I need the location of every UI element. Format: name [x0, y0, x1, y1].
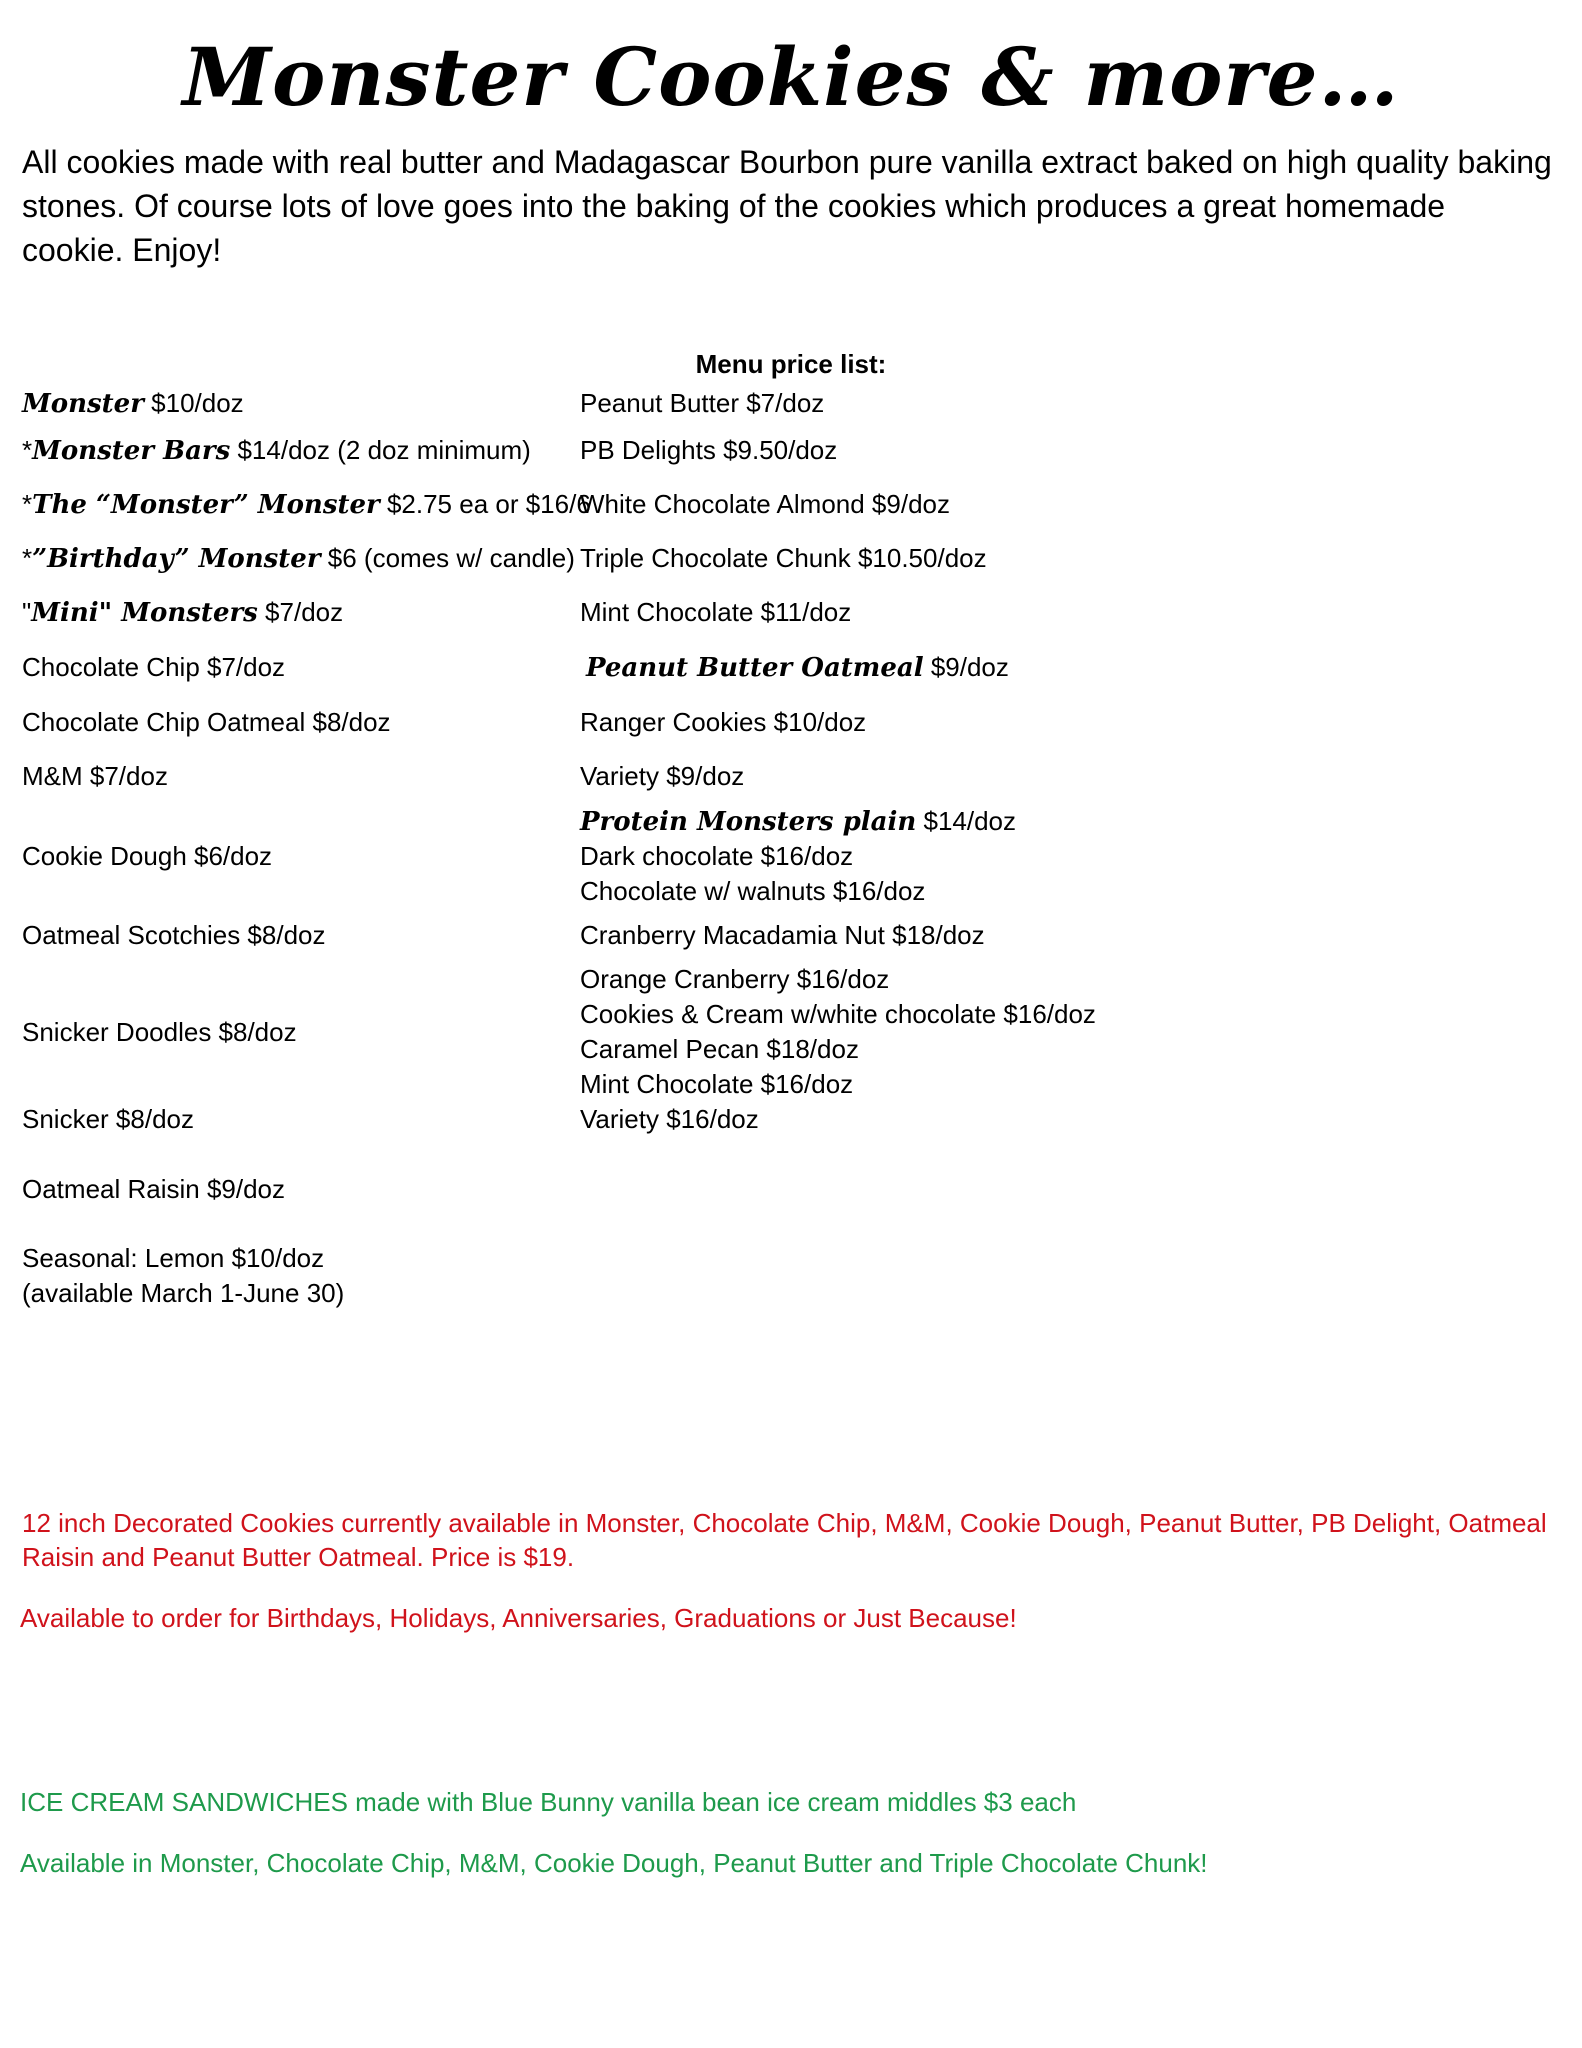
menu-item: White Chocolate Almond $9/doz: [580, 489, 950, 519]
ice-cream-sandwiches-note: ICE CREAM SANDWICHES made with Blue Bunny vanilla bean ice cream middles $3 each: [20, 1787, 1077, 1817]
item-name: Monster: [22, 389, 144, 419]
item-prefix: ": [22, 597, 32, 627]
item-name: Mini" Monsters: [31, 598, 258, 628]
menu-item-the-monster-monster: [22, 487, 591, 522]
menu-item: Mint Chocolate $16/doz: [580, 1069, 854, 1099]
item-price: $9/doz: [923, 652, 1009, 682]
item-price: $2.75 ea or $16/6: [379, 489, 591, 519]
item-price: $14/doz (2 doz minimum): [230, 435, 531, 465]
item-prefix: *: [22, 543, 33, 573]
menu-item: Oatmeal Raisin $9/doz: [22, 1174, 286, 1204]
menu-item: Cookie Dough $6/doz: [22, 841, 273, 871]
decorated-cookies-note: 12 inch Decorated Cookies currently available in Monster, Chocolate Chip, M&M, Cookie Dough, Peanut Butter, PB Delight, Oatmeal Raisin and Peanut Butter Oatmeal. Price is $19.: [22, 1508, 1547, 1572]
menu-item: Caramel Pecan $18/doz: [580, 1034, 859, 1064]
menu-item: Mint Chocolate $11/doz: [580, 597, 852, 627]
item-price: $7/doz: [257, 597, 344, 627]
menu-item: Dark chocolate $16/doz: [580, 841, 854, 871]
menu-item: M&M $7/doz: [22, 761, 168, 791]
menu-item: Ranger Cookies $10/doz: [580, 707, 867, 737]
item-name: The “Monster” Monster: [32, 490, 380, 520]
menu-item: PB Delights $9.50/doz: [580, 435, 838, 465]
item-price: $14/doz: [916, 806, 1017, 836]
menu-item: Oatmeal Scotchies $8/doz: [22, 920, 326, 950]
item-price: $6 (comes w/ candle): [320, 543, 575, 573]
item-prefix: *: [22, 489, 33, 519]
menu-item-mini-monsters: [22, 595, 343, 630]
ice-cream-flavors-note: Available in Monster, Chocolate Chip, M&M, Cookie Dough, Peanut Butter and Triple Chocolate Chunk!: [20, 1848, 1208, 1878]
menu-item: Variety $9/doz: [580, 761, 745, 791]
menu-item-protein-monsters: [580, 804, 1016, 839]
menu-item-monster-bars: [22, 433, 531, 468]
item-prefix: *: [22, 435, 33, 465]
item-name: Monster Bars: [32, 436, 231, 466]
menu-item: Snicker Doodles $8/doz: [22, 1017, 297, 1047]
menu-heading: Menu price list:: [695, 349, 887, 379]
menu-item: Orange Cranberry $16/doz: [580, 964, 890, 994]
item-name: Protein Monsters plain: [580, 807, 917, 837]
menu-item: Snicker $8/doz: [22, 1104, 194, 1134]
menu-item: Peanut Butter $7/doz: [580, 388, 825, 418]
page-title: Monster Cookies & more…: [182, 30, 1400, 124]
menu-item-birthday-monster: [22, 541, 575, 576]
decorated-occasions-note: Available to order for Birthdays, Holidays, Anniversaries, Graduations or Just Because!: [20, 1603, 1017, 1633]
menu-item-seasonal-note: (available March 1-June 30): [22, 1278, 345, 1308]
menu-item-seasonal: Seasonal: Lemon $10/doz: [22, 1243, 325, 1273]
intro-paragraph: All cookies made with real butter and Madagascar Bourbon pure vanilla extract baked on high quality baking stones. Of course lots of love goes into the baking of the cookies which produces a great homemade cookie. Enjoy!: [22, 144, 1552, 268]
menu-item-monster: [22, 386, 244, 421]
menu-item: Chocolate w/ walnuts $16/doz: [580, 876, 926, 906]
menu-item: Variety $16/doz: [580, 1104, 759, 1134]
item-price: $10/doz: [143, 388, 244, 418]
item-name: Peanut Butter Oatmeal: [586, 653, 924, 683]
menu-item: Cranberry Macadamia Nut $18/doz: [580, 920, 985, 950]
item-name: ”Birthday” Monster: [32, 544, 321, 574]
menu-item: Cookies & Cream w/white chocolate $16/doz: [580, 999, 1096, 1029]
menu-item: Triple Chocolate Chunk $10.50/doz: [580, 543, 987, 573]
menu-item: Chocolate Chip $7/doz: [22, 652, 286, 682]
menu-item: Chocolate Chip Oatmeal $8/doz: [22, 707, 391, 737]
menu-item-peanut-butter-oatmeal: [586, 650, 1009, 685]
